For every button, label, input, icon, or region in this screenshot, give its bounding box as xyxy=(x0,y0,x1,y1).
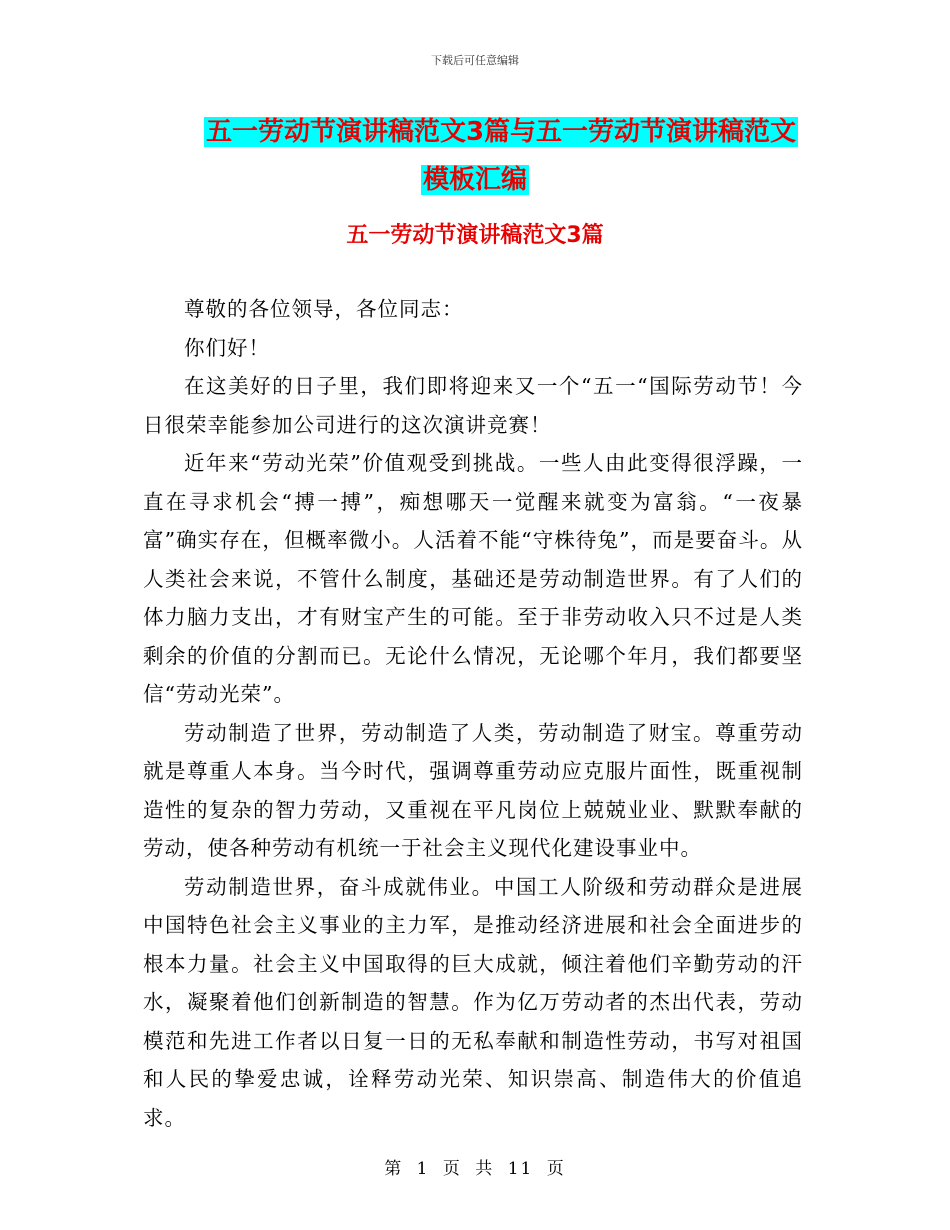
body-text xyxy=(143,290,803,1137)
footer-page-label: 页 xyxy=(442,1159,462,1179)
footer-total-pages: 11 xyxy=(507,1159,534,1179)
footer-page-suffix: 页 xyxy=(546,1159,566,1179)
header-note: 下载后可任意编辑 xyxy=(431,54,519,67)
title-line-2: 模板汇编 xyxy=(422,165,527,195)
paragraph: 近年来“劳动光荣”价值观受到挑战。一些人由此变得很浮躁，一直在寻求机会“搏一搏”，痴想哪天一觉醒来就变为富翁。“一夜暴富”确实存在，但概率微小。人活着不能“守株待兔”，而是要奋斗。从人类社会来说，不管什么制度，基础还是劳动制造世界。有了人们的体力脑力支出，才有财宝产生的可能。至于非劳动收入只不过是人类剩余的价值的分割而已。无论什么情况，无论哪个年月，我们都要坚信“劳动光荣”。 xyxy=(143,451,803,706)
section-title: 五一劳动节演讲稿范文3篇 xyxy=(346,223,604,248)
footer-total-label: 共 xyxy=(475,1159,495,1179)
paragraph: 在这美好的日子里，我们即将迎来又一个“五一“国际劳动节！今日很荣幸能参加公司进行的这次演讲竞赛！ xyxy=(143,374,803,437)
title-line-1: 五一劳动节演讲稿范文3篇与五一劳动节演讲稿范文 xyxy=(205,117,797,147)
page-footer xyxy=(0,1154,950,1179)
paragraph-salutation: 尊敬的各位领导，各位同志： xyxy=(184,297,464,321)
paragraph: 劳动制造世界，奋斗成就伟业。中国工人阶级和劳动群众是进展中国特色社会主义事业的主力军，是推动经济进展和社会全面进步的根本力量。社会主义中国取得的巨大成就，倾注着他们辛勤劳动的汗水，凝聚着他们创新制造的智慧。作为亿万劳动者的杰出代表，劳动模范和先进工作者以日复一日的无私奉献和制造性劳动，书写对祖国和人民的挚爱忠诚，诠释劳动光荣、知识崇高、制造伟大的价值追求。 xyxy=(143,874,803,1130)
footer-page-prefix: 第 xyxy=(384,1159,404,1179)
footer-current-page: 1 xyxy=(416,1159,430,1179)
paragraph-greeting: 你们好！ xyxy=(184,335,270,360)
paragraph: 劳动制造了世界，劳动制造了人类，劳动制造了财宝。尊重劳动就是尊重人本身。当今时代，强调尊重劳动应克服片面性，既重视制造性的复杂的智力劳动，又重视在平凡岗位上兢兢业业、默默奉献的劳动，使各种劳动有机统一于社会主义现代化建设事业中。 xyxy=(143,720,803,860)
document-title xyxy=(140,108,810,204)
